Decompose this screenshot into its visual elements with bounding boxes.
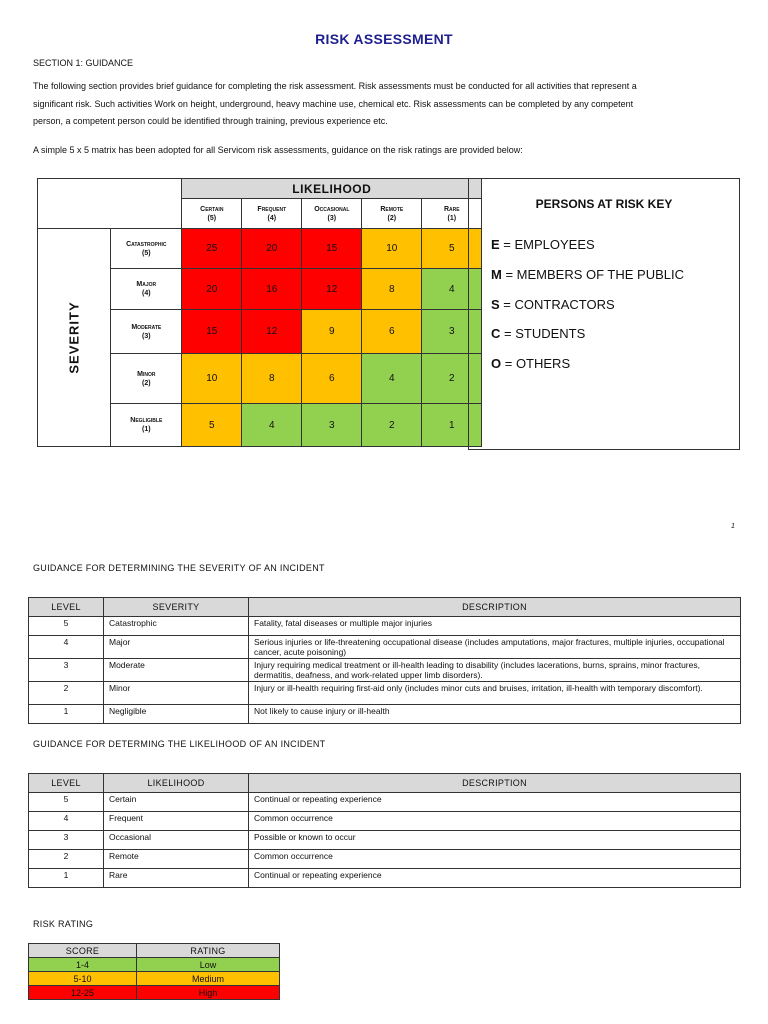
- matrix-cell: 8: [242, 354, 302, 404]
- severity-row-negligible: Negligible (1): [111, 404, 182, 447]
- likelihood-header: LIKELIHOOD: [182, 179, 482, 199]
- table-row: 5-10 Medium: [29, 972, 280, 986]
- table-row: 2 Minor Injury or ill-health requiring first-aid only (includes minor cuts and bruises, irritation, ill-health with temporary discomfort).: [29, 682, 741, 705]
- page-number: 1: [731, 523, 735, 530]
- risk-rating-table: [28, 943, 280, 1000]
- table-header: LEVEL: [29, 598, 104, 617]
- matrix-cell: 1: [422, 404, 482, 447]
- matrix-cell: 4: [242, 404, 302, 447]
- matrix-cell: 12: [242, 310, 302, 354]
- matrix-cell: 12: [302, 269, 362, 310]
- table-header: LEVEL: [29, 774, 104, 793]
- persons-at-risk-key: [468, 178, 740, 450]
- likelihood-heading: GUIDANCE FOR DETERMING THE LIKELIHOOD OF AN INCIDENT: [33, 739, 326, 749]
- table-row: 5 Certain Continual or repeating experience: [29, 793, 741, 812]
- severity-row-minor: Minor (2): [111, 354, 182, 404]
- likelihood-col-frequent: Frequent (4): [242, 199, 302, 229]
- matrix-cell: 15: [182, 310, 242, 354]
- intro-line: significant risk. Such activities Work on height, underground, heavy machine use, chemical etc. Risk assessments can be completed by any competent: [33, 98, 634, 109]
- table-row: 12-25 High: [29, 986, 280, 1000]
- intro-paragraph: [33, 78, 739, 131]
- matrix-cell: 10: [362, 229, 422, 269]
- table-header: DESCRIPTION: [249, 774, 741, 793]
- likelihood-table: [28, 773, 741, 888]
- key-item: C = STUDENTS: [491, 326, 586, 341]
- table-row: 1 Rare Continual or repeating experience: [29, 869, 741, 888]
- table-row: 1 Negligible Not likely to cause injury or ill-health: [29, 705, 741, 724]
- matrix-cell: 20: [242, 229, 302, 269]
- key-item: O = OTHERS: [491, 356, 571, 371]
- severity-heading: GUIDANCE FOR DETERMINING THE SEVERITY OF AN INCIDENT: [33, 563, 325, 573]
- matrix-cell: 3: [302, 404, 362, 447]
- likelihood-col-remote: Remote (2): [362, 199, 422, 229]
- table-row: 5 Catastrophic Fatality, fatal diseases or multiple major injuries: [29, 617, 741, 636]
- likelihood-col-rare: Rare (1): [422, 199, 482, 229]
- table-row: 1-4 Low: [29, 958, 280, 972]
- key-item: S = CONTRACTORS: [491, 297, 615, 312]
- matrix-corner: [38, 179, 182, 229]
- table-header: DESCRIPTION: [249, 598, 741, 617]
- table-header: RATING: [137, 944, 280, 958]
- intro-line: person, a competent person could be identified through training, previous experience etc.: [33, 116, 388, 126]
- severity-row-moderate: Moderate (3): [111, 310, 182, 354]
- intro-line: The following section provides brief guidance for completing the risk assessment. Risk assessments must be conducted for all activities that represent a: [33, 81, 637, 91]
- table-row: 3 Moderate Injury requiring medical treatment or ill-health leading to disability (includes lacerations, burns, sprains, minor fractures, dermatitis, deafness, and work-related upper limb disorders).: [29, 659, 741, 682]
- matrix-cell: 6: [362, 310, 422, 354]
- rating-heading: RISK RATING: [33, 919, 94, 929]
- key-item: E = EMPLOYEES: [491, 237, 595, 252]
- table-row: 4 Frequent Common occurrence: [29, 812, 741, 831]
- severity-row-catastrophic: Catastrophic (5): [111, 229, 182, 269]
- matrix-cell: 2: [362, 404, 422, 447]
- matrix-cell: 10: [182, 354, 242, 404]
- key-item: M = MEMBERS OF THE PUBLIC: [491, 267, 685, 282]
- risk-matrix: [37, 178, 482, 447]
- matrix-cell: 25: [182, 229, 242, 269]
- matrix-cell: 5: [182, 404, 242, 447]
- matrix-cell: 6: [302, 354, 362, 404]
- table-row: 4 Major Serious injuries or life-threatening occupational disease (includes amputations, major fractures, multiple injuries, occupational cancer, acute poisoning): [29, 636, 741, 659]
- table-row: 2 Remote Common occurrence: [29, 850, 741, 869]
- severity-label: SEVERITY: [66, 301, 82, 374]
- section-heading: SECTION 1: GUIDANCE: [33, 58, 134, 68]
- severity-table: [28, 597, 741, 724]
- table-row: 3 Occasional Possible or known to occur: [29, 831, 741, 850]
- matrix-cell: 16: [242, 269, 302, 310]
- matrix-cell: 15: [302, 229, 362, 269]
- key-title: PERSONS AT RISK KEY: [535, 197, 673, 211]
- matrix-cell: 8: [362, 269, 422, 310]
- matrix-cell: 20: [182, 269, 242, 310]
- table-header: SEVERITY: [104, 598, 249, 617]
- severity-row-major: Major (4): [111, 269, 182, 310]
- table-header: SCORE: [29, 944, 137, 958]
- severity-label-cell: [38, 229, 111, 447]
- matrix-cell: 2: [422, 354, 482, 404]
- matrix-cell: 5: [422, 229, 482, 269]
- likelihood-col-certain: Certain (5): [182, 199, 242, 229]
- matrix-cell: 4: [422, 269, 482, 310]
- table-header: LIKELIHOOD: [104, 774, 249, 793]
- matrix-cell: 3: [422, 310, 482, 354]
- matrix-note: A simple 5 x 5 matrix has been adopted for all Servicom risk assessments, guidance on the risk ratings are provided below:: [33, 145, 523, 155]
- likelihood-col-occasional: Occasional (3): [302, 199, 362, 229]
- matrix-cell: 4: [362, 354, 422, 404]
- matrix-cell: 9: [302, 310, 362, 354]
- page-title: RISK ASSESSMENT: [315, 31, 453, 47]
